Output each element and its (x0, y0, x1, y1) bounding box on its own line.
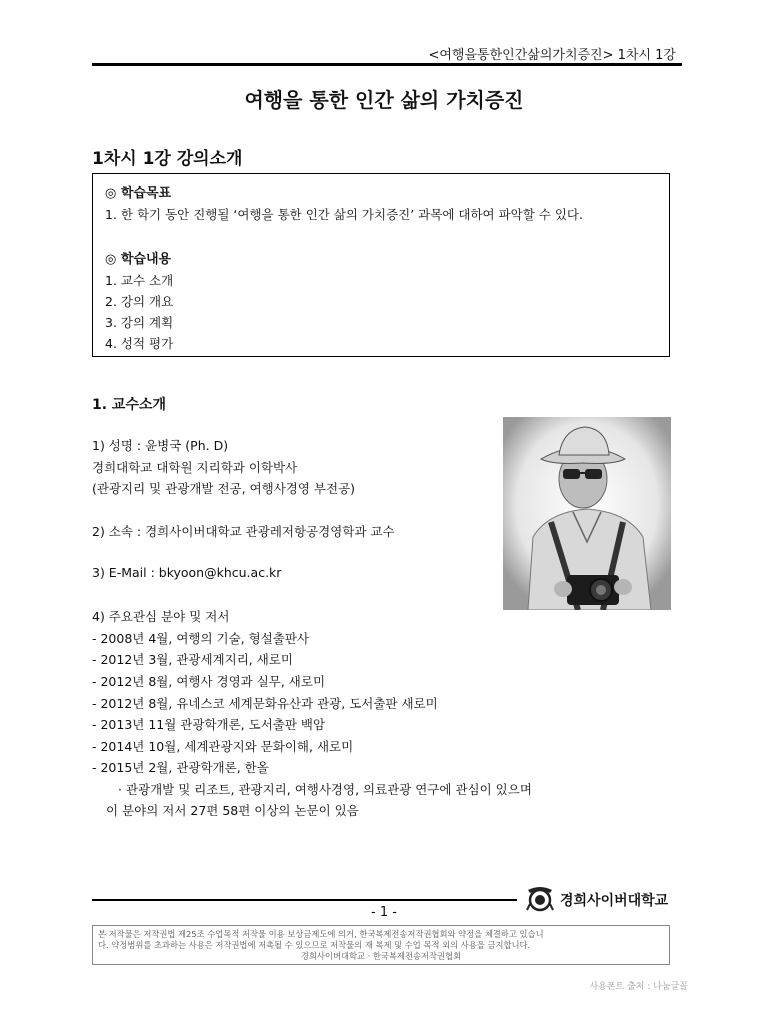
content-heading: ◎ 학습내용 (105, 252, 172, 267)
professor-name: 1) 성명 : 윤병국 (Ph. D) (92, 438, 229, 453)
professor-photo (503, 417, 671, 610)
publication-item: - 2012년 3월, 관광세계지리, 새로미 (92, 652, 293, 667)
interests-note: 이 분야의 저서 27편 58편 이상의 논문이 있음 (106, 803, 359, 818)
font-source: 사용폰트 출처 : 나눔글꼴 (589, 982, 688, 992)
page-number: - 1 - (371, 905, 397, 920)
copyright-line: 경희사이버대학교 · 한국복제전송저작권협회 (300, 951, 462, 961)
interests-note: · 관광개발 및 리조트, 관광지리, 여행사경영, 의료관광 연구에 관심이 있으며 (118, 782, 532, 797)
lecture-heading: 1차시 1강 강의소개 (92, 149, 243, 169)
professor-affiliation: 2) 소속 : 경희사이버대학교 관광레저항공경영학과 교수 (92, 524, 395, 539)
content-item: 3. 강의 계획 (105, 315, 174, 330)
objective-heading: ◎ 학습목표 (105, 186, 172, 201)
learning-goals-box (92, 173, 670, 357)
publication-item: - 2012년 8월, 유네스코 세계문화유산과 관광, 도서출판 새로미 (92, 696, 438, 711)
footer-rule (92, 899, 517, 901)
content-item: 1. 교수 소개 (105, 273, 174, 288)
professor-majors: (관광지리 및 관광개발 전공, 여행사경영 부전공) (92, 481, 356, 496)
content-item: 2. 강의 개요 (105, 294, 174, 309)
copyright-line: 본 저작물은 저작권법 제25조 수업목적 저작물 이용 보상금제도에 의거, 한국복제전송저작권협회와 약정을 체결하고 있습니 (98, 929, 544, 939)
school-name: 경희사이버대학교 (560, 893, 669, 909)
professor-email: 3) E-Mail : bkyoon@khcu.ac.kr (92, 565, 282, 580)
content-item: 4. 성적 평가 (105, 336, 174, 351)
publication-item: - 2013년 11월 관광학개론, 도서출판 백암 (92, 717, 326, 732)
publication-item: - 2015년 2월, 관광학개론, 한올 (92, 760, 269, 775)
copyright-line: 다. 약정범위를 초과하는 사용은 저작권법에 저촉될 수 있으므로 저작물의 재 복제 및 수업 목적 외의 사용을 금지합니다. (98, 940, 531, 950)
copyright-notice (92, 925, 670, 965)
page-title: 여행을 통한 인간 삶의 가치증진 (244, 88, 524, 112)
section-heading: 1. 교수소개 (92, 397, 167, 413)
header-rule (92, 63, 682, 66)
course-header: <여행을통한인간삶의가치증진> 1차시 1강 (428, 48, 676, 63)
publication-item: - 2008년 4월, 여행의 기술, 형설출판사 (92, 631, 309, 646)
interests-heading: 4) 주요관심 분야 및 저서 (92, 609, 230, 624)
publication-item: - 2012년 8월, 여행사 경영과 실무, 새로미 (92, 674, 326, 689)
professor-degree: 경희대학교 대학원 지리학과 이학박사 (92, 460, 298, 475)
publication-item: - 2014년 10월, 세계관광지와 문화이해, 새로미 (92, 739, 354, 754)
objective-text: 1. 한 학기 동안 진행될 ‘여행을 통한 인간 삶의 가치증진’ 과목에 대하여 파악할 수 있다. (105, 207, 583, 222)
